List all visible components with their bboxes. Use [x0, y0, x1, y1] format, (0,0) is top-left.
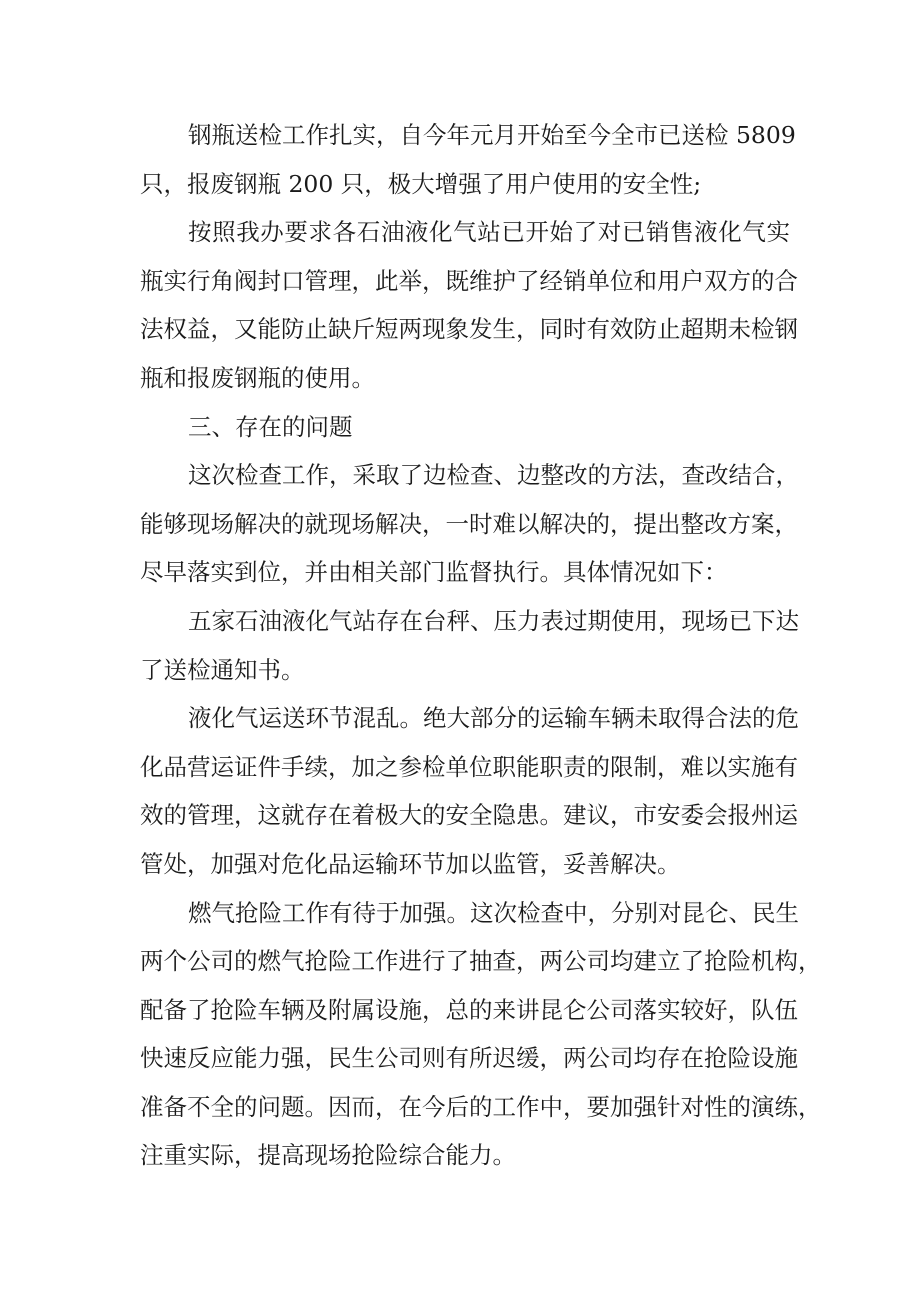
text-line: 化品营运证件手续，加之参检单位职能职责的限制，难以实施有 — [140, 752, 798, 781]
text-line: 两个公司的燃气抢险工作进行了抽查，两公司均建立了抢险机构， — [140, 947, 822, 976]
text-line: 注重实际，提高现场抢险综合能力。 — [140, 1141, 516, 1170]
text-line: 效的管理，这就存在着极大的安全隐患。建议，市安委会报州运 — [140, 801, 798, 830]
text-line: 燃气抢险工作有待于加强。这次检查中，分别对昆仑、民生 — [188, 898, 799, 927]
text-line: 能够现场解决的就现场解决，一时难以解决的，提出整改方案， — [140, 509, 798, 538]
text-line: 五家石油液化气站存在台秤、压力表过期使用，现场已下达 — [188, 606, 799, 635]
text-line: 只，报废钢瓶 200 只，极大增强了用户使用的安全性; — [140, 169, 702, 198]
section-heading: 三、存在的问题 — [188, 412, 353, 441]
text-line: 配备了抢险车辆及附属设施，总的来讲昆仑公司落实较好，队伍 — [140, 995, 798, 1024]
text-line: 管处，加强对危化品运输环节加以监管，妥善解决。 — [140, 849, 681, 878]
text-line: 瓶实行角阀封口管理，此举，既维护了经销单位和用户双方的合 — [140, 266, 798, 295]
text-line: 了送检通知书。 — [140, 655, 305, 684]
text-line: 这次检查工作，采取了边检查、边整改的方法，查改结合， — [188, 461, 799, 490]
text-line: 准备不全的问题。因而，在今后的工作中，要加强针对性的演练， — [140, 1092, 822, 1121]
text-line: 按照我办要求各石油液化气站已开始了对已销售液化气实 — [188, 218, 790, 247]
text-line: 钢瓶送检工作扎实，自今年元月开始至今全市已送检 5809 — [188, 121, 796, 149]
text-line: 尽早落实到位，并由相关部门监督执行。具体情况如下： — [140, 558, 728, 587]
document-body — [140, 111, 822, 1180]
text-line: 法权益，又能防止缺斤短两现象发生，同时有效防止超期未检钢 — [140, 315, 798, 344]
text-line: 瓶和报废钢瓶的使用。 — [140, 363, 375, 392]
text-line: 液化气运送环节混乱。绝大部分的运输车辆未取得合法的危 — [188, 704, 799, 733]
text-line: 快速反应能力强，民生公司则有所迟缓，两公司均存在抢险设施 — [140, 1044, 798, 1073]
